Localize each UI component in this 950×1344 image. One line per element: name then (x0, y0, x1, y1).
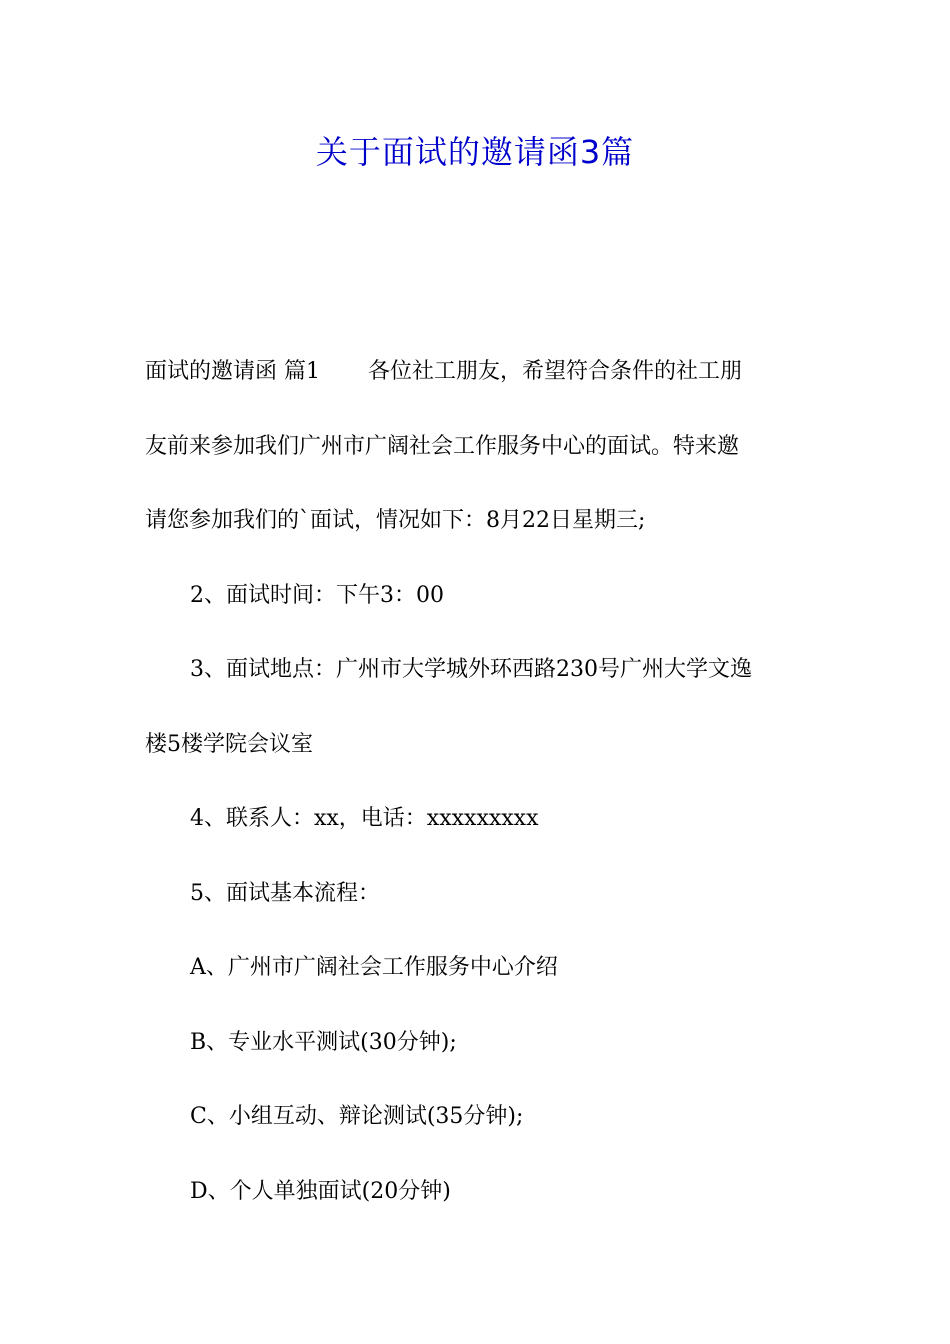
paragraph-line: 请您参加我们的`面试，情况如下：8月22日星期三; (145, 508, 646, 533)
paragraph-line: 楼5楼学院会议室 (145, 731, 313, 757)
document-body (145, 335, 810, 1229)
paragraph-text: 各位社工朋友，希望符合条件的社工朋 (368, 359, 743, 384)
paragraph-line (145, 335, 810, 410)
document-title: 关于面试的邀请函3篇 (315, 133, 635, 171)
list-item-time: 2、面试时间：下午3：00 (190, 582, 444, 608)
list-item-step-b: B、专业水平测试(30分钟); (190, 1029, 457, 1055)
section-heading: 面试的邀请函 篇1 (145, 359, 320, 384)
list-item-step-c: C、小组互动、辩论测试(35分钟); (190, 1104, 524, 1129)
list-item-step-a: A、广州市广阔社会工作服务中心介绍 (190, 955, 558, 980)
list-item-process: 5、面试基本流程： (190, 880, 380, 906)
list-item-step-d: D、个人单独面试(20分钟) (190, 1178, 451, 1204)
list-item-location: 3、面试地点：广州市大学城外环西路230号广州大学文逸 (190, 657, 752, 682)
list-item-contact: 4、联系人：xx，电话：xxxxxxxxx (190, 806, 539, 831)
paragraph-line: 友前来参加我们广州市广阔社会工作服务中心的面试。特来邀 (145, 433, 740, 459)
